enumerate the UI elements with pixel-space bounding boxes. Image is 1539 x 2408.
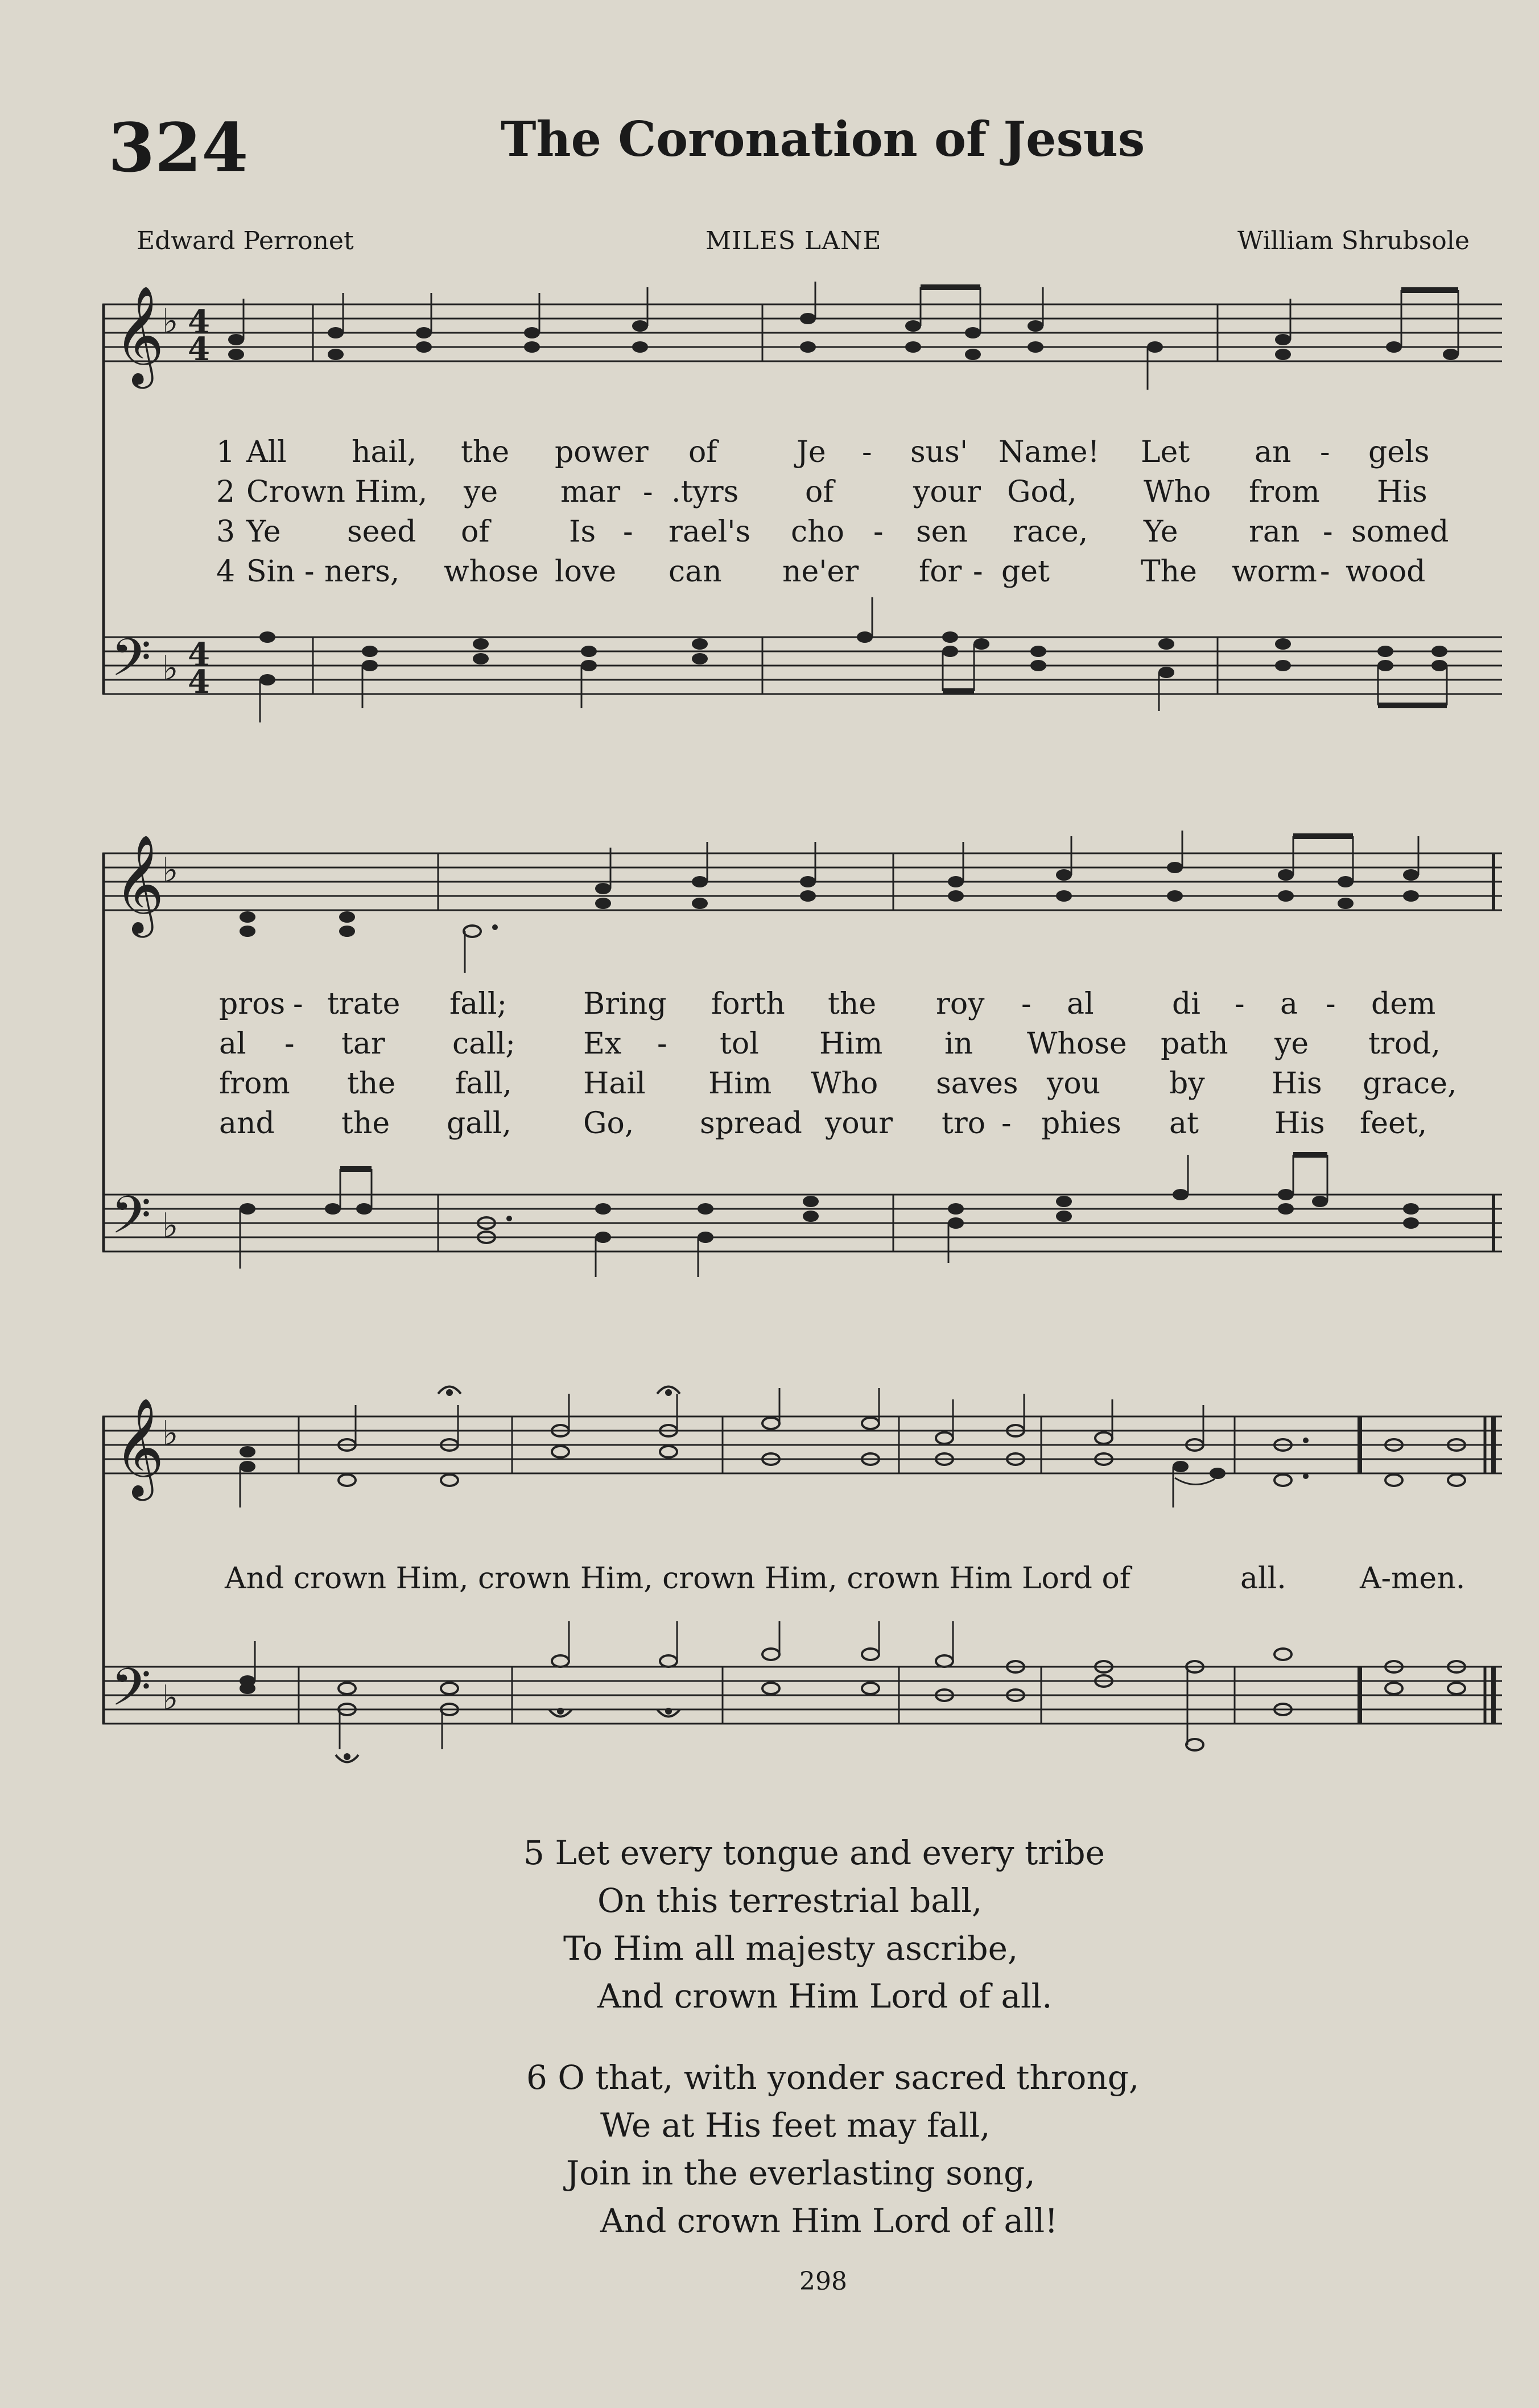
music-system-3 (102, 1398, 1502, 1803)
bass-staff-2 (102, 1183, 1502, 1297)
hymn-number: 324 (108, 108, 249, 187)
svg-text:♭: ♭ (162, 649, 179, 688)
stanza-line: On this terrestrial ball, (597, 1881, 983, 1920)
lyric-line-s1-v1: 1 All hail, the power of Je - sus' Name! Let an - gels (216, 435, 1430, 469)
lyric-line-s2-v3: from the fall, Hail Him Who saves you by His grace, (219, 1067, 1457, 1101)
svg-text:𝄞: 𝄞 (114, 1398, 164, 1497)
music-system-2 (102, 835, 1502, 1308)
stanza-line: 5 Let every tongue and every tribe (523, 1833, 1105, 1872)
stanza-5 (523, 1829, 1105, 2020)
svg-text:4: 4 (188, 663, 210, 701)
amen-lyric: A-men. (1360, 1562, 1466, 1596)
stanza-line: 6 O that, with yonder sacred throng, (526, 2058, 1140, 2097)
lyric-line-s2-v2: al - tar call; Ex - tol Him in Whose path ye trod, (219, 1027, 1441, 1061)
lyric-line-s2-v1: pros - trate fall; Bring forth the roy - al di - a - dem (219, 987, 1436, 1021)
refrain-end-lyric: all. (1240, 1562, 1286, 1596)
stanza-line: And crown Him Lord of all. (597, 1977, 1053, 2015)
svg-text:𝄞: 𝄞 (114, 286, 164, 385)
svg-text:♭: ♭ (162, 301, 179, 341)
svg-text:♭: ♭ (162, 1678, 179, 1718)
svg-text:𝄢: 𝄢 (111, 627, 151, 700)
music-credit: William Shrubsole (1237, 226, 1470, 255)
stanza-6 (526, 2054, 1139, 2245)
lyric-line-s1-v2: 2 Crown Him, ye mar - .tyrs of your God, Who from His (216, 475, 1427, 509)
svg-text:♭: ♭ (162, 1206, 179, 1246)
svg-text:♭: ♭ (162, 850, 179, 890)
lyric-line-s1-v3: 3 Ye seed of Is - rael's cho - sen race, Ye ran - somed (216, 515, 1449, 549)
svg-text:4: 4 (188, 303, 210, 341)
stanza-line: Join in the everlasting song, (566, 2154, 1035, 2192)
stanza-line: We at His feet may fall, (600, 2106, 991, 2145)
lyric-line-s1-v4: 4 Sin - ners, whose love can ne'er for - get The worm - wood (216, 555, 1426, 589)
stanza-line: And crown Him Lord of all! (600, 2202, 1058, 2240)
svg-text:4: 4 (188, 636, 210, 674)
svg-text:𝄞: 𝄞 (114, 835, 164, 934)
svg-text:𝄢: 𝄢 (111, 1185, 151, 1258)
bass-staff-1 (102, 626, 1502, 740)
svg-text:4: 4 (188, 331, 210, 368)
treble-staff-3 (102, 1398, 1502, 1519)
bass-staff-3 (102, 1655, 1502, 1769)
treble-staff-1 (102, 286, 1502, 407)
page-number: 298 (799, 2267, 847, 2296)
hymn-title: The Coronation of Jesus (501, 111, 1145, 167)
tune-name: MILES LANE (705, 226, 882, 255)
words-credit: Edward Perronet (137, 226, 354, 255)
svg-text:♭: ♭ (162, 1414, 179, 1453)
lyric-line-s2-v4: and the gall, Go, spread your tro - phies at His feet, (219, 1106, 1427, 1141)
music-system-1 (102, 284, 1502, 751)
svg-text:𝄢: 𝄢 (111, 1657, 151, 1730)
treble-staff-2 (102, 835, 1502, 956)
refrain-lyric: And crown Him, crown Him, crown Him, crown Him Lord of (225, 1562, 1131, 1596)
stanza-line: To Him all majesty ascribe, (563, 1929, 1018, 1968)
